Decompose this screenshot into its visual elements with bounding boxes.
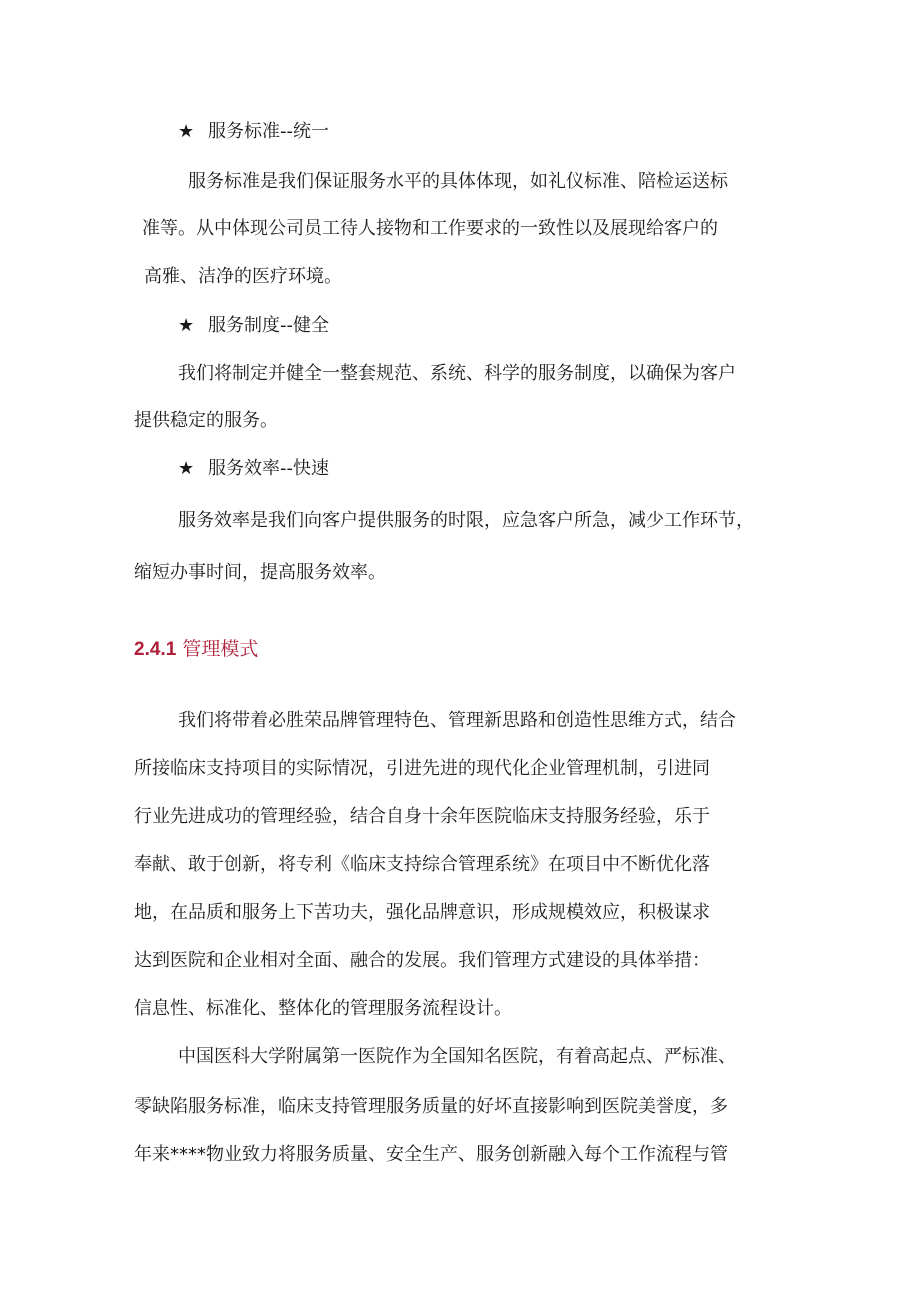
- body-line: 准等。从中体现公司员工待人接物和工作要求的一致性以及展现给客户的: [142, 218, 718, 239]
- body-line: 奉献、敢于创新，将专利《临床支持综合管理系统》在项目中不断优化落: [134, 854, 710, 875]
- heading-text: 服务标准--统一: [208, 121, 329, 142]
- heading-service-standard: [178, 120, 329, 144]
- star-icon: ★: [178, 121, 195, 142]
- body-line: 服务效率是我们向客户提供服务的时限，应急客户所急，减少工作环节，: [178, 510, 754, 531]
- body-line: 年来****物业致力将服务质量、安全生产、服务创新融入每个工作流程与管: [134, 1144, 728, 1165]
- star-icon: ★: [178, 315, 195, 336]
- heading-service-system: [178, 314, 329, 338]
- body-line: 达到医院和企业相对全面、融合的发展。我们管理方式建设的具体举措：: [134, 950, 710, 971]
- body-line: 信息性、标准化、整体化的管理服务流程设计。: [134, 998, 512, 1019]
- body-line: 零缺陷服务标准，临床支持管理服务质量的好坏直接影响到医院美誉度，多: [134, 1096, 728, 1117]
- section-heading-2-4-1: [134, 636, 258, 663]
- heading-text: 服务效率--快速: [208, 458, 329, 479]
- section-title: 管理模式: [182, 638, 259, 660]
- body-line: 我们将带着必胜荣品牌管理特色、管理新思路和创造性思维方式，结合: [178, 710, 736, 731]
- section-number: 2.4.1: [134, 639, 177, 660]
- body-line: 高雅、洁净的医疗环境。: [144, 266, 342, 287]
- body-line: 所接临床支持项目的实际情况，引进先进的现代化企业管理机制，引进同: [134, 758, 710, 779]
- body-line: 我们将制定并健全一整套规范、系统、科学的服务制度，以确保为客户: [178, 363, 736, 384]
- body-line: 中国医科大学附属第一医院作为全国知名医院，有着高起点、严标准、: [178, 1046, 736, 1067]
- body-line: 行业先进成功的管理经验，结合自身十余年医院临床支持服务经验，乐于: [134, 806, 710, 827]
- star-icon: ★: [178, 458, 195, 479]
- heading-text: 服务制度--健全: [208, 315, 329, 336]
- body-line: 服务标准是我们保证服务水平的具体体现，如礼仪标准、陪检运送标: [188, 171, 728, 192]
- body-line: 提供稳定的服务。: [134, 410, 278, 431]
- body-line: 缩短办事时间，提高服务效率。: [134, 562, 386, 583]
- heading-service-efficiency: [178, 457, 329, 481]
- body-line: 地，在品质和服务上下苦功夫，强化品牌意识，形成规模效应，积极谋求: [134, 902, 710, 923]
